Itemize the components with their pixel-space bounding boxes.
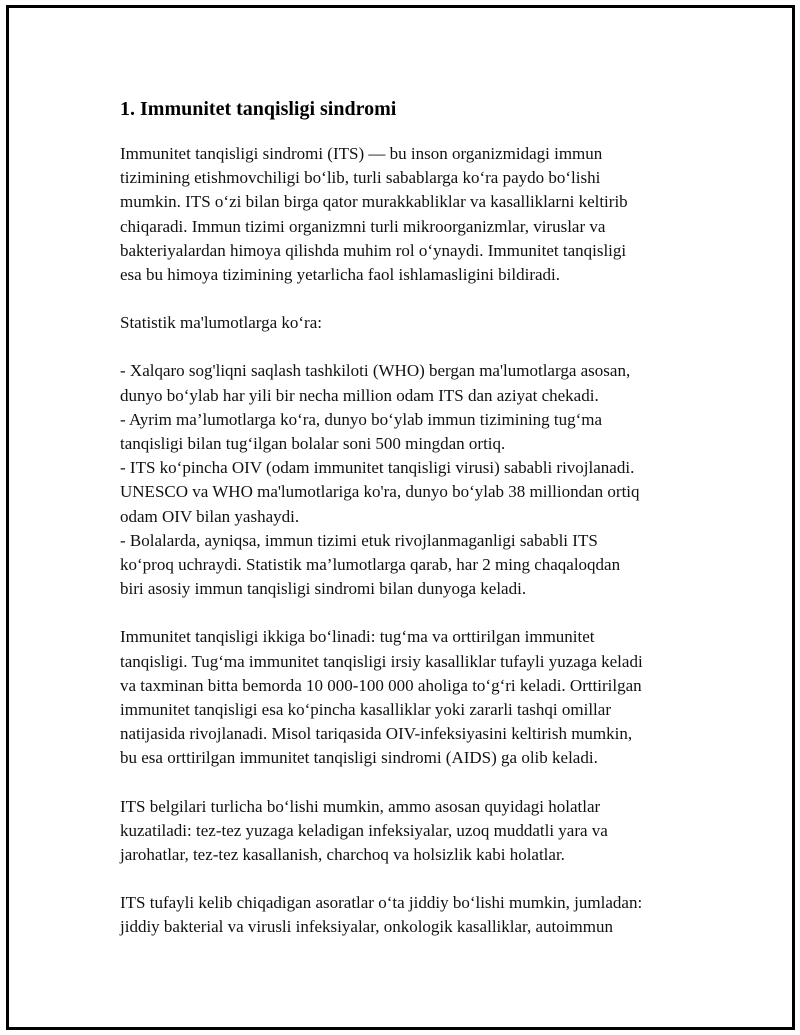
paragraph-gap bbox=[120, 287, 700, 311]
paragraph-complications bbox=[120, 891, 700, 939]
paragraph-gap bbox=[120, 771, 700, 795]
text-line: - Ayrim ma’lumotlarga ko‘ra, dunyo bo‘ylab immun tizimining tug‘ma bbox=[120, 409, 603, 429]
text-line: bu esa orttirilgan immunitet tanqisligi sindromi (AIDS) ga olib keladi. bbox=[120, 748, 598, 768]
document-body bbox=[120, 96, 700, 940]
text-line: ITS belgilari turlicha bo‘lishi mumkin, ammo asosan quyidagi holatlar bbox=[120, 796, 601, 816]
text-line: mumkin. ITS o‘zi bilan birga qator murakkabliklar va kasalliklarni keltirib bbox=[120, 192, 628, 212]
text-line: UNESCO va WHO ma'lumotlariga ko'ra, dunyo bo‘ylab 38 milliondan ortiq bbox=[120, 482, 640, 502]
paragraph-statistics-list bbox=[120, 359, 700, 601]
text-line: - ITS ko‘pincha OIV (odam immunitet tanqisligi virusi) sababli rivojlanadi. bbox=[120, 458, 635, 478]
paragraph-types bbox=[120, 625, 700, 770]
text-line: bakteriyalardan himoya qilishda muhim rol o‘ynaydi. Immunitet tanqisligi bbox=[120, 240, 627, 260]
text-line: - Bolalarda, ayniqsa, immun tizimi etuk rivojlanmaganligi sababli ITS bbox=[120, 530, 598, 550]
text-line: tanqisligi. Tug‘ma immunitet tanqisligi irsiy kasalliklar tufayli yuzaga keladi bbox=[120, 651, 643, 671]
paragraph-gap bbox=[120, 867, 700, 891]
text-line: Immunitet tanqisligi ikkiga bo‘linadi: tug‘ma va orttirilgan immunitet bbox=[120, 627, 595, 647]
document-page bbox=[6, 5, 795, 1030]
text-line: immunitet tanqisligi esa ko‘pincha kasalliklar yoki zararli tashqi omillar bbox=[120, 700, 611, 720]
paragraph-symptoms bbox=[120, 795, 700, 868]
section-heading: 1. Immunitet tanqisligi sindromi bbox=[120, 98, 397, 120]
text-line: tanqisligi bilan tug‘ilgan bolalar soni 500 mingdan ortiq. bbox=[120, 434, 506, 454]
text-line: odam OIV bilan yashaydi. bbox=[120, 506, 300, 526]
text-line: biri asosiy immun tanqisligi sindromi bilan dunyoga keladi. bbox=[120, 579, 527, 599]
text-line: natijasida rivojlanadi. Misol tariqasida OIV-infeksiyasini keltirish mumkin, bbox=[120, 724, 633, 744]
text-line: kuzatiladi: tez-tez yuzaga keladigan infeksiyalar, uzoq muddatli yara va bbox=[120, 820, 608, 840]
text-line: esa bu himoya tizimining yetarlicha faol ishlamasligini bildiradi. bbox=[120, 265, 561, 285]
text-line: chiqaradi. Immun tizimi organizmni turli mikroorganizmlar, viruslar va bbox=[120, 216, 606, 236]
text-line: ko‘proq uchraydi. Statistik ma’lumotlarga qarab, har 2 ming chaqaloqdan bbox=[120, 555, 621, 575]
paragraph-gap bbox=[120, 335, 700, 359]
text-line: Statistik ma'lumotlarga ko‘ra: bbox=[120, 313, 322, 333]
text-line: tizimining etishmovchiligi bo‘lib, turli sabablarga ko‘ra paydo bo‘lishi bbox=[120, 168, 601, 188]
text-line: jiddiy bakterial va virusli infeksiyalar, onkologik kasalliklar, autoimmun bbox=[120, 917, 613, 937]
paragraph-intro bbox=[120, 142, 700, 287]
text-line: Immunitet tanqisligi sindromi (ITS) — bu inson organizmidagi immun bbox=[120, 144, 603, 163]
paragraph-gap bbox=[120, 601, 700, 625]
paragraph-statistics-intro bbox=[120, 311, 700, 335]
text-line: ITS tufayli kelib chiqadigan asoratlar o‘ta jiddiy bo‘lishi mumkin, jumladan: bbox=[120, 893, 643, 913]
text-line: jarohatlar, tez-tez kasallanish, charchoq va holsizlik kabi holatlar. bbox=[120, 845, 565, 865]
text-line: dunyo bo‘ylab har yili bir necha million odam ITS dan aziyat chekadi. bbox=[120, 385, 599, 405]
text-line: va taxminan bitta bemorda 10 000-100 000 aholiga to‘g‘ri keladi. Orttirilgan bbox=[120, 675, 642, 695]
text-line: - Xalqaro sog'liqni saqlash tashkiloti (WHO) bergan ma'lumotlarga asosan, bbox=[120, 361, 631, 381]
